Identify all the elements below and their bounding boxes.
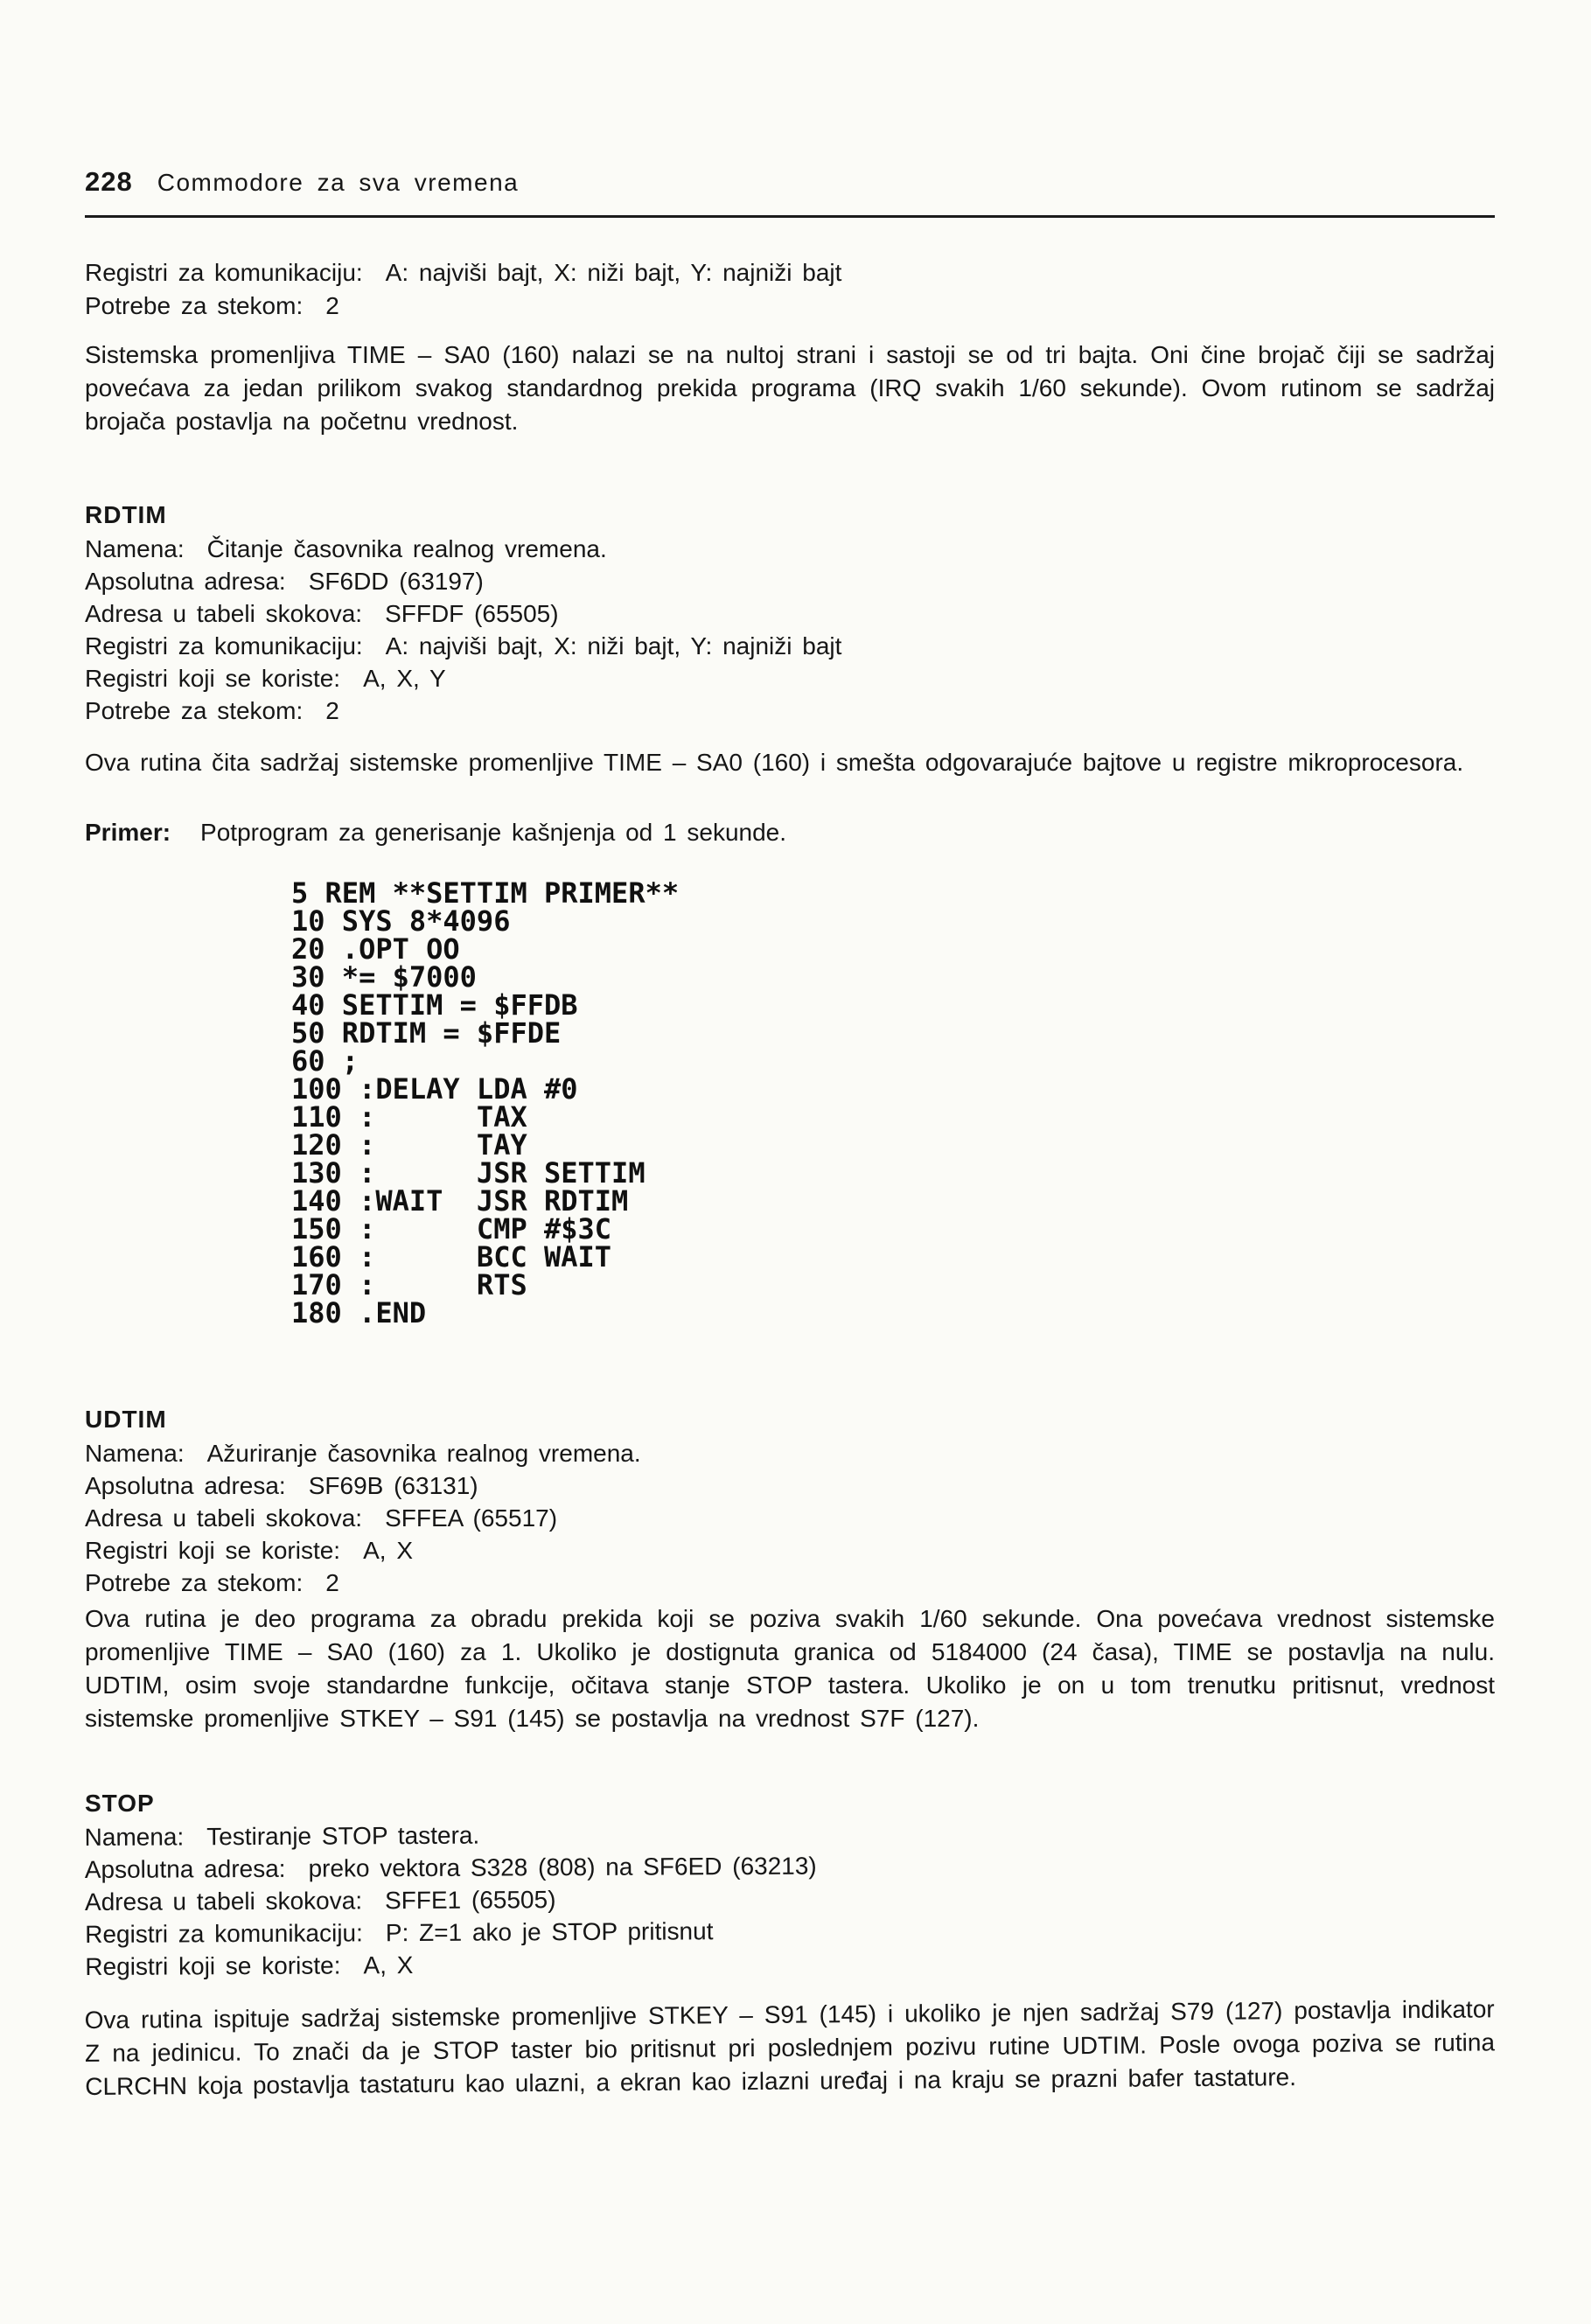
section-stop <box>85 1786 1495 2104</box>
primer-text: Potprogram za generisanje kašnjenja od 1 sekunde. <box>200 819 787 846</box>
rdtim-spec-rows <box>85 533 1495 727</box>
code-line: 5 REM **SETTIM PRIMER** <box>291 876 680 910</box>
spec-label: Registri za komunikaciju: <box>85 632 363 660</box>
spec-label: Registri koji se koriste: <box>85 1537 341 1564</box>
primer-label: Primer: <box>85 819 171 846</box>
stop-paragraph: Ova rutina ispituje sadržaj sistemske promenljive STKEY – S91 (145) i ukoliko je njen sadržaj S79 (127) postavlja indikator Z na jedinicu. To znači da je STOP taster bio pritisnut pri poslednjem pozivu rutine UDTIM. Posle ovoga poziva se rutina CLRCHN koja postavlja tastaturu kao ulazni, a ekran kao izlazni uređaj i na kraju se prazni bafer tastature. <box>84 1995 1496 2100</box>
spec-row <box>85 1469 1495 1502</box>
spec-row <box>85 630 1495 662</box>
spec-label: Registri za komunikaciju: <box>85 259 363 286</box>
code-line: 120 : TAY <box>291 1128 527 1162</box>
section-rdtim <box>85 498 1495 779</box>
header-rule <box>85 215 1495 218</box>
spec-label: Apsolutna adresa: <box>85 568 286 595</box>
spec-label: Registri koji se koriste: <box>85 665 341 692</box>
spec-value: preko vektora S328 (808) na SF6ED (63213) <box>308 1852 817 1882</box>
spec-value: Ažuriranje časovnika realnog vremena. <box>206 1440 641 1467</box>
spec-value: A: najviši bajt, X: niži bajt, Y: najniži bajt <box>385 259 842 286</box>
spec-value: A, X, Y <box>363 665 446 692</box>
spec-label: Namena: <box>84 1823 185 1852</box>
spec-label: Potrebe za stekom: <box>85 697 304 724</box>
code-line: 20 .OPT OO <box>291 932 460 966</box>
spec-value: 2 <box>325 292 339 319</box>
code-line: 130 : JSR SETTIM <box>291 1156 645 1190</box>
spec-row <box>85 1534 1495 1567</box>
spec-label: Namena: <box>85 1440 185 1467</box>
spec-value: SFFDF (65505) <box>385 600 559 627</box>
spec-row <box>85 597 1495 630</box>
udtim-paragraph: Ova rutina je deo programa za obradu prekida koji se poziva svakih 1/60 sekunde. Ona povećava vrednost sistemske promenljive TIME – SA0 (160) za 1. Ukoliko je dostignuta granica od 5184000 (24 časa), TIME se postavlja na nulu. UDTIM, osim svoje standardne funkcije, očitava stanje STOP tastera. Ukoliko je on u tom trenutku pritisnut, vrednost sistemske promenljive STKEY – S91 (145) se postavlja na vrednost S7F (127). <box>85 1605 1495 1732</box>
spec-label: Potrebe za stekom: <box>85 292 304 319</box>
spec-row <box>85 1502 1495 1534</box>
spec-value: P: Z=1 ako je STOP pritisnut <box>385 1917 714 1947</box>
section-heading-udtim: UDTIM <box>85 1406 167 1433</box>
spec-row <box>85 1944 1495 1983</box>
udtim-spec-rows <box>85 1437 1495 1599</box>
spec-row <box>85 565 1495 597</box>
code-line: 40 SETTIM = $FFDB <box>291 988 578 1022</box>
code-line: 10 SYS 8*4096 <box>291 904 511 938</box>
spec-label: Potrebe za stekom: <box>85 1569 304 1596</box>
code-line: 110 : TAX <box>291 1100 527 1134</box>
spec-row-stack <box>85 290 1495 323</box>
code-line: 170 : RTS <box>291 1268 527 1302</box>
spec-label: Registri koji se koriste: <box>85 1951 341 1980</box>
primer-line <box>85 816 1495 849</box>
section-heading-rdtim: RDTIM <box>85 501 167 528</box>
spec-label: Apsolutna adresa: <box>84 1854 286 1884</box>
spec-value: SF69B (63131) <box>308 1472 478 1499</box>
spec-value: A: najviši bajt, X: niži bajt, Y: najniži bajt <box>385 632 842 660</box>
section-udtim <box>85 1402 1495 1735</box>
intro-spec-lines <box>85 256 1495 323</box>
code-line: 140 :WAIT JSR RDTIM <box>291 1184 629 1218</box>
code-line: 150 : CMP #$3C <box>291 1212 612 1246</box>
spec-value: SFFE1 (65505) <box>384 1886 556 1915</box>
code-line: 60 ; <box>291 1044 359 1078</box>
spec-value: Testiranje STOP tastera. <box>206 1821 480 1851</box>
code-line: 100 :DELAY LDA #0 <box>291 1072 578 1106</box>
spec-row-registers <box>85 256 1495 290</box>
spec-value: 2 <box>325 697 339 724</box>
spec-label: Adresa u tabeli skokova: <box>85 600 363 627</box>
spec-label: Adresa u tabeli skokova: <box>85 1504 363 1532</box>
spec-label: Namena: <box>85 535 185 562</box>
page-number: 228 <box>85 166 133 197</box>
spec-label: Adresa u tabeli skokova: <box>84 1887 363 1916</box>
spec-value: A, X <box>363 1951 414 1979</box>
code-line: 50 RDTIM = $FFDE <box>291 1016 562 1050</box>
page-header <box>85 166 1495 198</box>
spec-row <box>85 533 1495 565</box>
code-line: 30 *= $7000 <box>291 960 477 994</box>
section-heading-stop: STOP <box>85 1790 155 1817</box>
code-line: 160 : BCC WAIT <box>291 1240 612 1274</box>
spec-value: Čitanje časovnika realnog vremena. <box>206 535 607 562</box>
rdtim-paragraph: Ova rutina čita sadržaj sistemske promenljive TIME – SA0 (160) i smešta odgovarajuće bajtove u registre mikroprocesora. <box>85 749 1464 776</box>
spec-value: SFFEA (65517) <box>385 1504 558 1532</box>
spec-value: SF6DD (63197) <box>308 568 484 595</box>
spec-row <box>85 1567 1495 1599</box>
intro-paragraph: Sistemska promenljiva TIME – SA0 (160) nalazi se na nultoj strani i sastoji se od tri bajta. Oni čine brojač čiji se sadržaj povećava za jedan prilikom svakog standardnog prekida programa (IRQ svakih 1/60 sekunde). Ovom rutinom se sadržaj brojača postavlja na početnu vrednost. <box>85 341 1495 435</box>
spec-label: Apsolutna adresa: <box>85 1472 286 1499</box>
code-line: 180 .END <box>291 1296 427 1329</box>
spec-label: Registri za komunikaciju: <box>85 1919 363 1948</box>
spec-value: A, X <box>363 1537 414 1564</box>
spec-row <box>85 662 1495 694</box>
code-listing <box>291 876 1495 1329</box>
spec-value: 2 <box>325 1569 339 1596</box>
spec-row <box>85 694 1495 727</box>
spec-row <box>85 1437 1495 1469</box>
stop-spec-rows <box>85 1814 1496 1983</box>
book-title: Commodore za sva vremena <box>157 169 520 196</box>
